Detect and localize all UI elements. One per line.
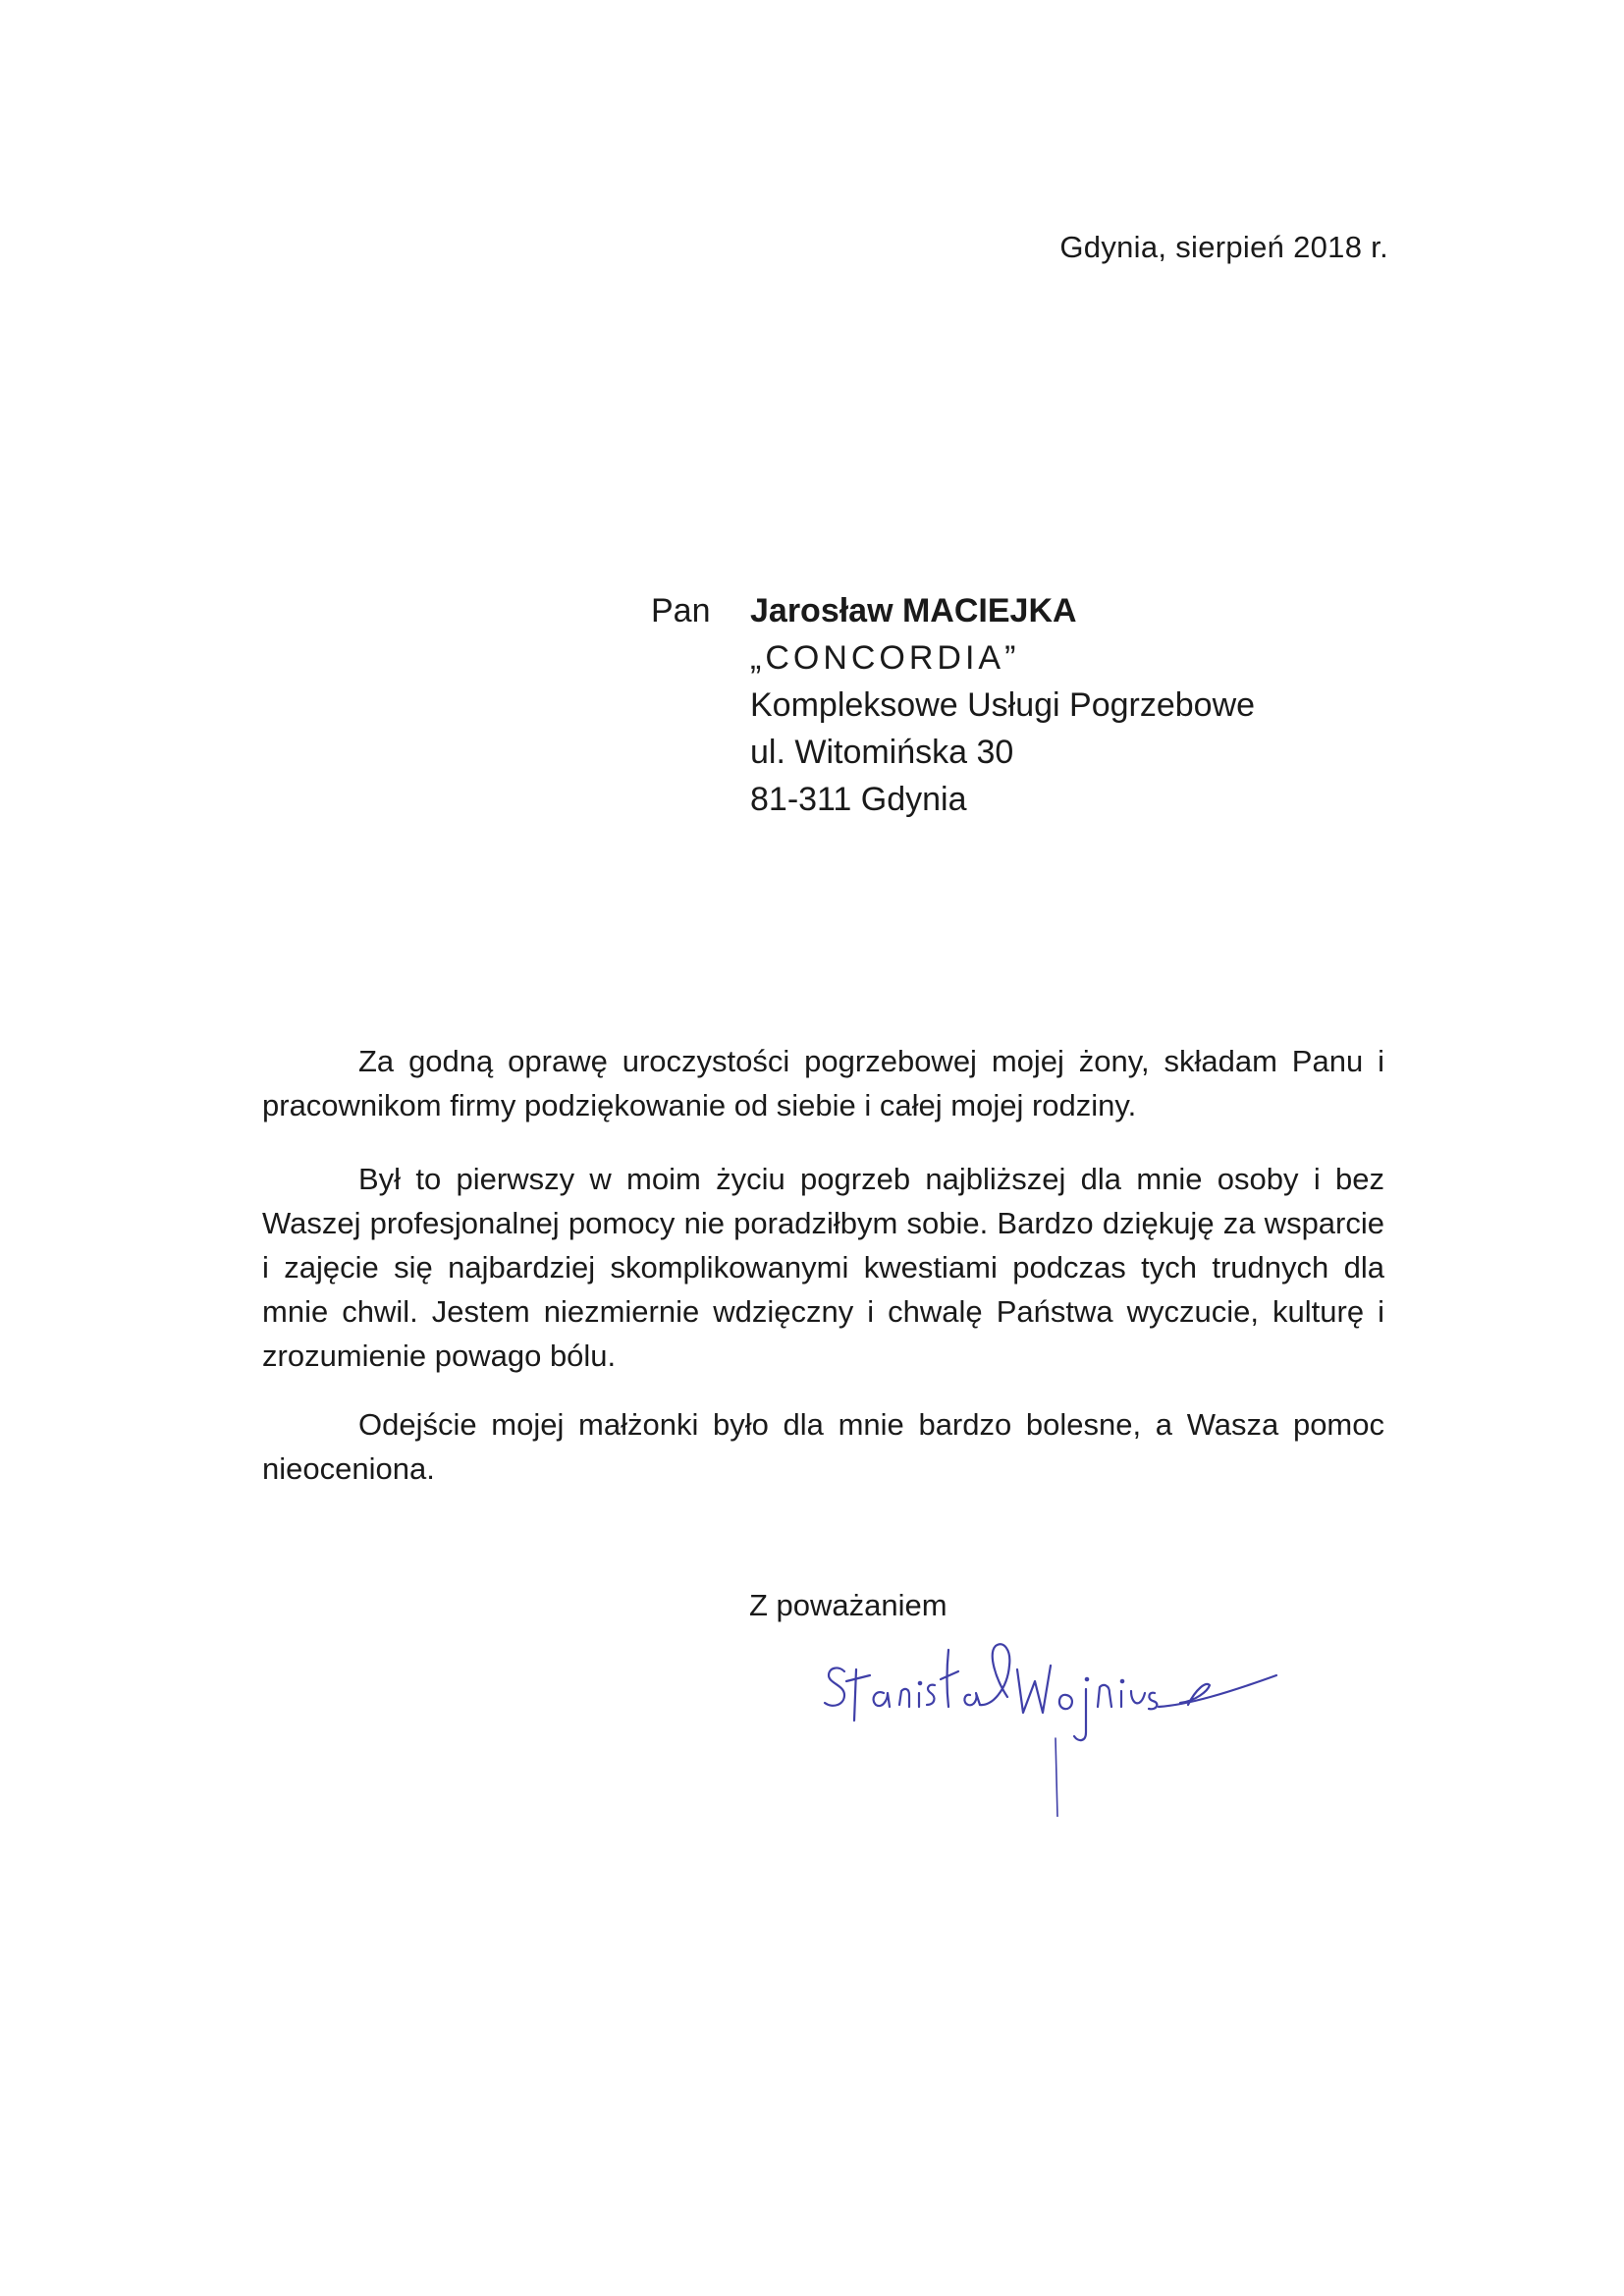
recipient-company: „CONCORDIA” [750,639,1020,677]
handwritten-signature [815,1611,1365,1817]
recipient-address [750,587,1255,823]
recipient-name: Jarosław MACIEJKA [750,592,1077,629]
date-place: Gdynia, sierpień 2018 r. [1059,230,1388,264]
recipient-city: 81-311 Gdynia [750,781,967,818]
recipient-street: ul. Witomińska 30 [750,734,1014,771]
body-paragraph-3: Odejście mojej małżonki było dla mnie bardzo bolesne, a Wasza pomoc nieoceniona. [262,1407,1384,1486]
recipient-salutation: Pan [651,592,711,629]
closing-text: Z poważaniem [749,1588,947,1622]
recipient-description: Kompleksowe Usługi Pogrzebowe [750,686,1256,724]
body-paragraph-2: Był to pierwszy w moim życiu pogrzeb najbliższej dla mnie osoby i bez Waszej profesjonalnej pomocy nie poradziłbym sobie. Bardzo dziękuję za wsparcie i zajęcie się najbardziej skomplikowanymi kwestiami podczas tych trudnych dla mnie chwil. Jestem niezmiernie wdzięczny i chwalę Państwa wyczucie, kulturę i zrozumienie powago bólu. [262,1162,1384,1373]
body-paragraph-1: Za godną oprawę uroczystości pogrzebowej mojej żony, składam Panu i pracownikom firmy podziękowanie od siebie i całej mojej rodziny. [262,1044,1384,1122]
